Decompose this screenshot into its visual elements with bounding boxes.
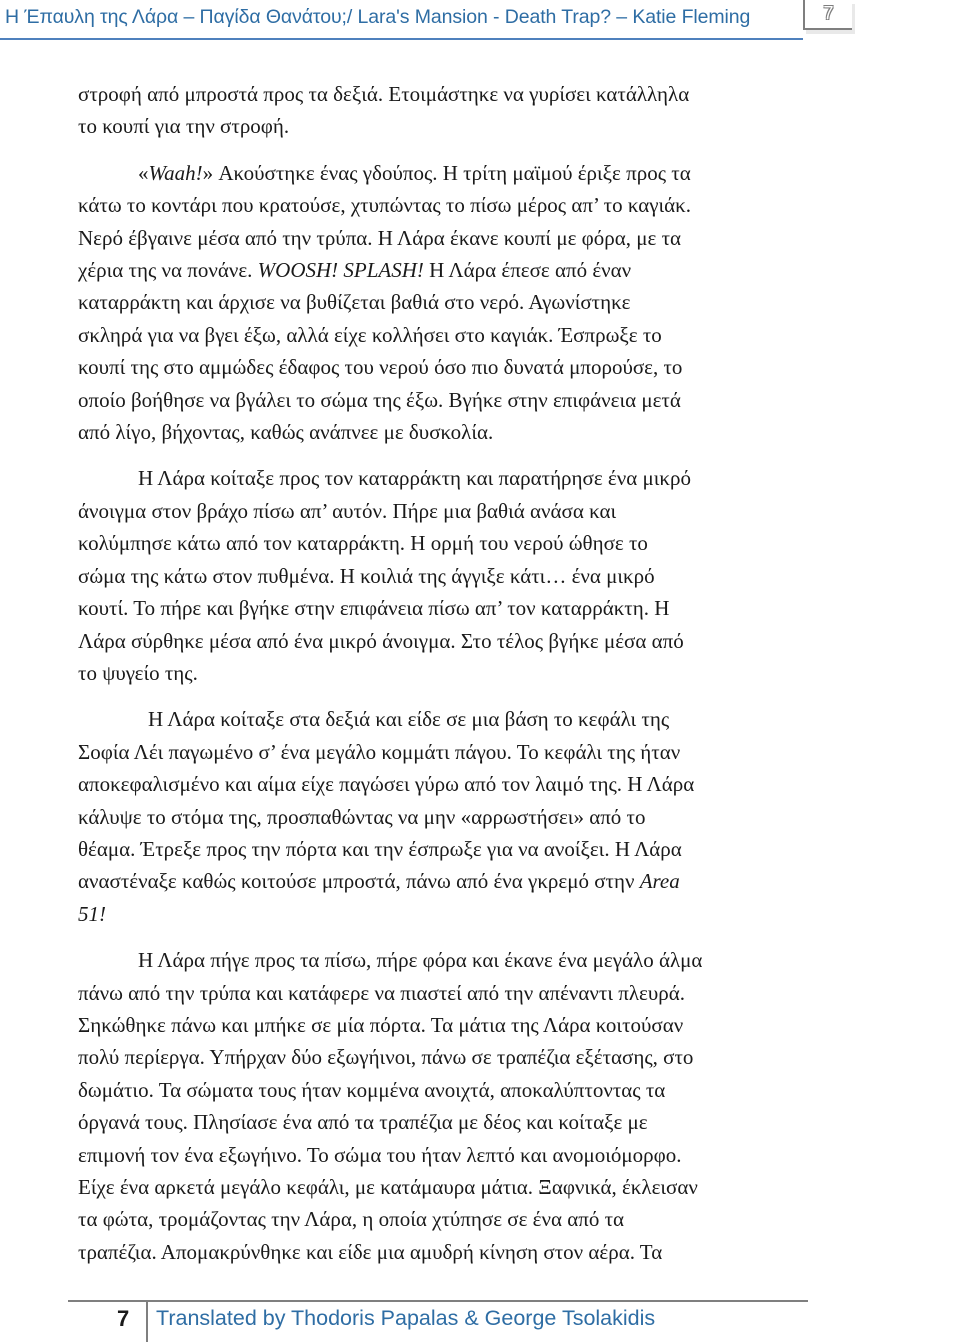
text-line: «Waah!» Ακούστηκε ένας γδούπος. Η τρίτη μαϊμού έριξε προς τα	[138, 160, 691, 185]
text-line: δωμάτιο. Τα σώματα τους ήταν κομμένα ανοιχτά, αποκαλύπτοντας τα	[78, 1077, 666, 1102]
text-line: τα φώτα, τρομάζοντας την Λάρα, η οποία χτύπησε σε ένα από τα	[78, 1207, 625, 1232]
header-rule	[0, 38, 803, 40]
footer-separator	[146, 1300, 148, 1342]
footer-rule	[68, 1300, 808, 1302]
text-line: κουπί της στο αμμώδες έδαφος του νερού όσο πιο δυνατά μπορούσε, το	[78, 355, 683, 380]
text-line: Η Λάρα πήγε προς τα πίσω, πήρε φόρα και έκανε ένα μεγάλο άλμα	[138, 948, 703, 973]
text-line: το ψυγείο της.	[78, 660, 198, 685]
text-line: 51!	[78, 901, 106, 926]
header-page-number-box	[803, 0, 852, 30]
page-header	[0, 0, 960, 40]
text-line: σκληρά για να βγει έξω, αλλά είχε κολλήσει στο καγιάκ. Έσπρωξε το	[78, 322, 662, 347]
text-line: όργανά τους. Πλησίασε ένα από τα τραπέζια με δέος και κοίταξε με	[78, 1110, 648, 1135]
text-line: θέαμα. Έτρεξε προς την πόρτα και την έσπρωξε για να ανοίξει. Η Λάρα	[78, 836, 682, 861]
text-line: Σηκώθηκε πάνω και μπήκε σε μία πόρτα. Τα μάτια της Λάρα κοιτούσαν	[78, 1012, 684, 1037]
text-line: πάνω από την τρύπα και κατάφερε να πιαστεί από την απέναντι πλευρά.	[78, 980, 685, 1005]
text-line: Η Λάρα κοίταξε στα δεξιά και είδε σε μια βάση το κεφάλι της	[148, 707, 670, 732]
text-line: πολύ περίεργα. Υπήρχαν δύο εξωγήινοι, πάνω σε τραπέζια εξέτασης, στο	[78, 1045, 694, 1070]
body-paragraph	[78, 157, 818, 449]
page-body	[78, 78, 818, 1282]
text-line: κάτω το κοντάρι που κρατούσε, χτυπώντας το πίσω μέρος απ’ το καγιάκ.	[78, 193, 692, 218]
footer-page-number: 7	[117, 1306, 130, 1331]
body-paragraph	[78, 78, 818, 143]
text-line: αποκεφαλισμένο και αίμα είχε παγώσει γύρω από τον λαιμό της. Η Λάρα	[78, 772, 695, 797]
body-paragraph	[78, 944, 818, 1268]
text-line: χέρια της να πονάνε. WOOSH! SPLASH! Η Λάρα έπεσε από έναν	[78, 258, 632, 283]
text-line: καταρράκτη και άρχισε να βυθίζεται βαθιά στο νερό. Αγωνίστηκε	[78, 290, 631, 315]
text-line: κολύμπησε κάτω από τον καταρράκτη. Η ορμή του νερού ώθησε το	[78, 531, 648, 556]
text-line: Νερό έβγαινε μέσα από την τρύπα. Η Λάρα έκανε κουπί με φόρα, με τα	[78, 225, 682, 250]
text-line: στροφή από μπροστά προς τα δεξιά. Ετοιμάστηκε να γυρίσει κατάλληλα	[78, 82, 690, 106]
header-page-number: 7	[823, 3, 834, 23]
text-line: Είχε ένα αρκετά μεγάλο κεφάλι, με κατάμαυρα μάτια. Ξαφνικά, έκλεισαν	[78, 1175, 698, 1199]
text-line: το κουπί για την στροφή.	[78, 114, 290, 139]
running-header-title: Η Έπαυλη της Λάρα – Παγίδα Θανάτου;/ Lara's Mansion - Death Trap? – Katie Fleming	[5, 6, 751, 28]
text-line: τραπέζια. Απομακρύνθηκε και είδε μια αμυδρή κίνηση στον αέρα. Τα	[78, 1239, 663, 1264]
footer-credit: Translated by Thodoris Papalas & George Tsolakidis	[156, 1306, 656, 1330]
text-line: σώμα της κάτω στον πυθμένα. Η κοιλιά της άγγιξε κάτι… ένα μικρό	[78, 563, 655, 588]
text-line: Σοφία Λέι παγωμένο σ’ ένα μεγάλο κομμάτι πάγου. Το κεφάλι της ήταν	[78, 739, 681, 764]
text-line: κουτί. Το πήρε και βγήκε στην επιφάνεια πίσω απ’ τον καταρράκτη. Η	[78, 596, 670, 621]
text-line: επιμονή τον ένα εξωγήινο. Το σώμα του ήταν λεπτό και ανομοιόμορφο.	[78, 1142, 682, 1167]
body-paragraph	[78, 462, 818, 689]
text-line: από λίγο, βήχοντας, καθώς ανάπνεε με δυσκολία.	[78, 420, 494, 445]
text-line: Λάρα σύρθηκε μέσα από ένα μικρό άνοιγμα. Στο τέλος βγήκε μέσα από	[78, 628, 684, 653]
text-line: Η Λάρα κοίταξε προς τον καταρράκτη και παρατήρησε ένα μικρό	[138, 466, 691, 491]
text-line: οποίο βοήθησε να βγάλει το σώμα της έξω. Βγήκε στην επιφάνεια μετά	[78, 387, 681, 412]
text-line: κάλυψε το στόμα της, προσπαθώντας να μην «αρρωστήσει» από το	[78, 804, 646, 829]
text-line: άνοιγμα στον βράχο πίσω απ’ αυτόν. Πήρε μια βαθιά ανάσα και	[78, 498, 617, 523]
text-line: αναστέναξε καθώς κοιτούσε μπροστά, πάνω από ένα γκρεμό στην Area	[78, 869, 680, 894]
body-paragraph	[78, 703, 818, 930]
